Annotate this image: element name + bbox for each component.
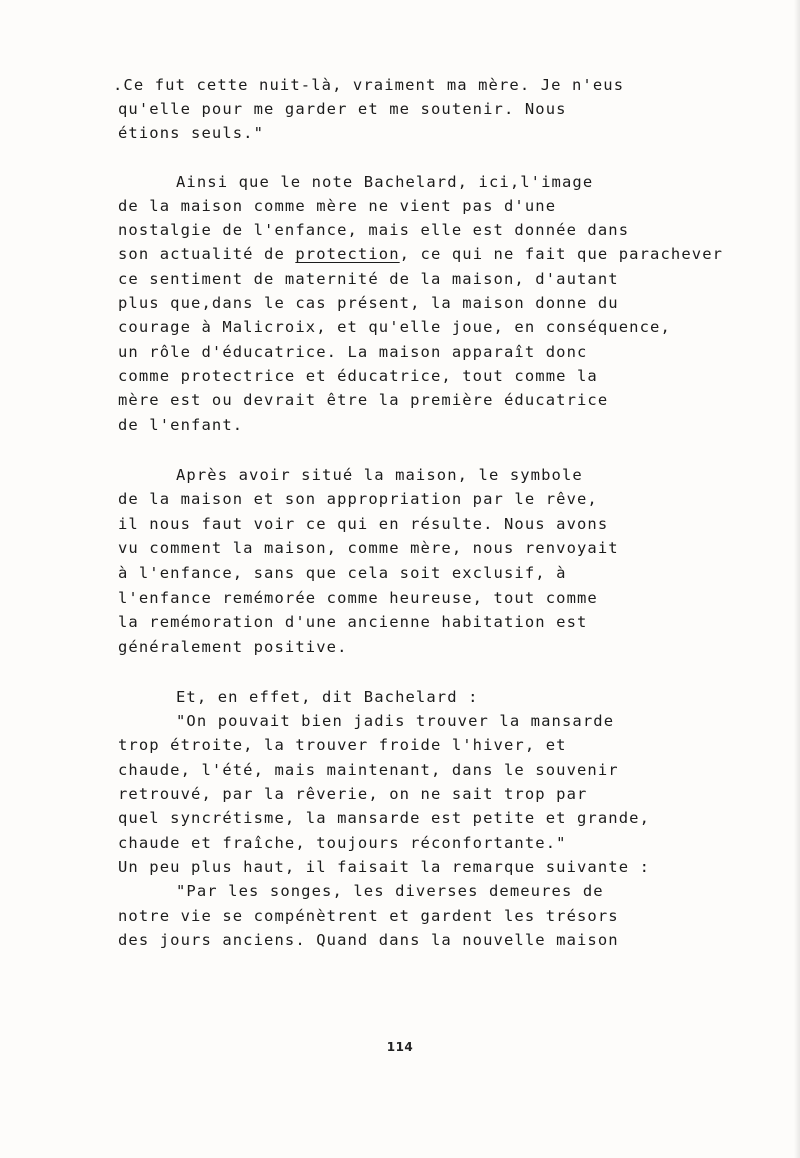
text-line: qu'elle pour me garder et me soutenir. Nous	[118, 100, 567, 118]
text-line: plus que,dans le cas présent, la maison donne du	[118, 294, 619, 312]
text-line: il nous faut voir ce qui en résulte. Nous avons	[118, 515, 609, 533]
text-segment: son actualité de	[118, 245, 296, 263]
page-edge-shadow	[794, 0, 800, 1158]
quote-line: retrouvé, par la rêverie, on ne sait trop par	[118, 785, 588, 803]
text-line: Un peu plus haut, il faisait la remarque suivante :	[118, 858, 651, 876]
text-line	[118, 244, 723, 264]
text-line: Après avoir situé la maison, le symbole	[176, 466, 583, 484]
quote-line: quel syncrétisme, la mansarde est petite et grande,	[118, 809, 651, 827]
text-line: la remémoration d'une ancienne habitation est	[118, 613, 588, 631]
page-number: 114	[386, 1040, 414, 1054]
text-segment: , ce qui ne fait que parachever	[399, 245, 724, 263]
quote-line: trop étroite, la trouver froide l'hiver, et	[118, 736, 567, 754]
text-line: vu comment la maison, comme mère, nous renvoyait	[118, 539, 619, 557]
text-line: à l'enfance, sans que cela soit exclusif, à	[118, 564, 567, 582]
text-line: nostalgie de l'enfance, mais elle est donnée dans	[118, 221, 630, 239]
text-line: courage à Malicroix, et qu'elle joue, en conséquence,	[118, 318, 671, 336]
quote-line: des jours anciens. Quand dans la nouvelle maison	[118, 931, 619, 949]
text-line: de la maison comme mère ne vient pas d'une	[118, 197, 557, 215]
quote-line: chaude et fraîche, toujours réconfortante."	[118, 834, 567, 852]
text-line: ce sentiment de maternité de la maison, d'autant	[118, 270, 619, 288]
text-line: .Ce fut cette nuit-là, vraiment ma mère. Je n'eus	[113, 76, 625, 94]
text-line: mère est ou devrait être la première éducatrice	[118, 391, 609, 409]
underlined-word: protection	[295, 245, 400, 263]
text-line: de la maison et son appropriation par le rêve,	[118, 490, 598, 508]
quote-line: chaude, l'été, mais maintenant, dans le souvenir	[118, 761, 619, 779]
text-line: Ainsi que le note Bachelard, ici,l'image	[176, 173, 594, 191]
quote-line: "On pouvait bien jadis trouver la mansarde	[176, 712, 615, 730]
text-line: généralement positive.	[118, 638, 348, 656]
text-line: un rôle d'éducatrice. La maison apparaît donc	[118, 343, 588, 361]
text-line: l'enfance remémorée comme heureuse, tout comme	[118, 589, 598, 607]
text-line: de l'enfant.	[118, 416, 244, 434]
quote-line: notre vie se compénètrent et gardent les trésors	[118, 907, 619, 925]
quote-line: "Par les songes, les diverses demeures de	[176, 882, 604, 900]
text-line: étions seuls."	[118, 124, 265, 142]
text-line: comme protectrice et éducatrice, tout comme la	[118, 367, 598, 385]
text-line: Et, en effet, dit Bachelard :	[176, 688, 479, 706]
